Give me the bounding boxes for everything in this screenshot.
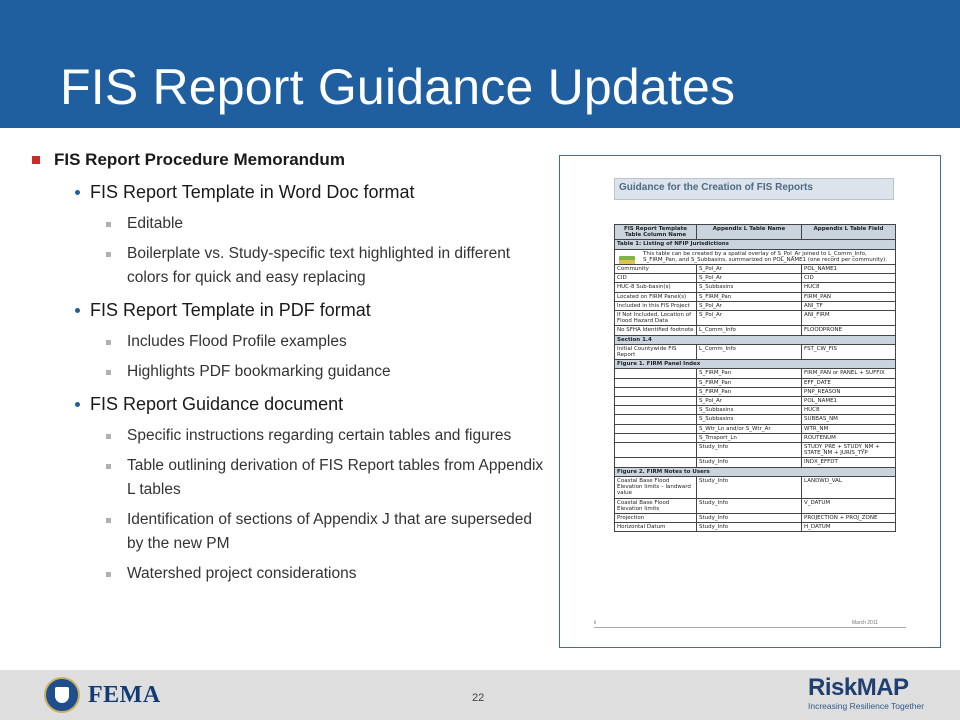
doc-footer-rule — [594, 627, 906, 628]
bullet-level3-text: Table outlining derivation of FIS Report tables from Appendix L tables — [127, 457, 544, 498]
doc-footer-page: ii — [594, 620, 597, 626]
table-cell: Study_Info — [697, 513, 802, 522]
bullet-list — [30, 148, 545, 592]
table-cell: HUC-8 Sub-basin(s) — [615, 283, 697, 292]
table-section-title: Figure 1. FIRM Panel Index — [615, 360, 896, 369]
table-row — [615, 301, 896, 310]
bullet-level3 — [30, 454, 545, 502]
table-cell — [615, 433, 697, 442]
table-cell: CID — [802, 274, 896, 283]
bullet-level1-text: FIS Report Procedure Memorandum — [54, 150, 345, 169]
riskmap-logo-text — [808, 676, 928, 700]
table-cell: S_Subbasins — [697, 406, 802, 415]
table-cell: S_FIRM_Pan — [697, 292, 802, 301]
bullet-level3 — [30, 330, 545, 354]
table-note-cell — [615, 249, 896, 264]
table-cell: FIRM_PAN — [802, 292, 896, 301]
table-row — [615, 292, 896, 301]
table-cell — [615, 415, 697, 424]
bullet-level2 — [30, 392, 545, 416]
table-cell: Included in this FIS Project — [615, 301, 697, 310]
page-number: 22 — [472, 692, 485, 704]
table-section-title: Section 1.4 — [615, 335, 896, 344]
dot-bullet-icon — [75, 308, 80, 313]
slide-title: FIS Report Guidance Updates — [60, 59, 736, 115]
table-cell: S_Subbasins — [697, 415, 802, 424]
table-header-cell: FIS Report Template Table Column Name — [615, 225, 697, 240]
table-section-row — [615, 240, 896, 249]
table-cell: FLOODPRONE — [802, 326, 896, 335]
bullet-level2-text: FIS Report Template in PDF format — [90, 300, 371, 320]
table-cell — [615, 397, 697, 406]
table-cell: POL_NAME1 — [802, 397, 896, 406]
table-cell: SUBBAS_NM — [802, 415, 896, 424]
table-cell: FST_CW_FIS — [802, 344, 896, 359]
table-cell: S_Pol_Ar — [697, 265, 802, 274]
table-row — [615, 523, 896, 532]
table-cell: No SFHA Identified footnote — [615, 326, 697, 335]
table-header-cell: Appendix L Table Name — [697, 225, 802, 240]
table-cell: S_Pol_Ar — [697, 301, 802, 310]
table-cell: WTR_NM — [802, 424, 896, 433]
table-cell: Located on FIRM Panel(s) — [615, 292, 697, 301]
table-row — [615, 397, 896, 406]
table-cell: Initial Countywide FIS Report — [615, 344, 697, 359]
bullet-level2-text: FIS Report Guidance document — [90, 394, 344, 414]
table-cell: If Not Included, Location of Flood Hazard Data — [615, 311, 697, 326]
table-cell: V_DATUM — [802, 498, 896, 513]
table-cell: Coastal Base Flood Elevation limits – landward value — [615, 476, 697, 498]
doc-preview-header: Guidance for the Creation of FIS Reports — [614, 178, 894, 200]
bullet-level3-text: Identification of sections of Appendix J that are superseded by the new PM — [127, 511, 532, 552]
table-row — [615, 476, 896, 498]
square-bullet-icon — [106, 340, 111, 345]
table-cell: Horizontal Datum — [615, 523, 697, 532]
fema-logo-text: FEMA — [88, 681, 161, 708]
table-row — [615, 443, 896, 458]
table-cell: ANI_TF — [802, 301, 896, 310]
table-header-row — [615, 225, 896, 240]
dhs-seal-icon — [44, 677, 80, 713]
bullet-level2 — [30, 180, 545, 204]
table-row — [615, 406, 896, 415]
table-cell — [615, 458, 697, 467]
table-cell: POL_NAME1 — [802, 265, 896, 274]
table-cell: ROUTENUM — [802, 433, 896, 442]
table-row — [615, 513, 896, 522]
table-cell: S_Pol_Ar — [697, 274, 802, 283]
table-row — [615, 265, 896, 274]
table-cell: S_Wtr_Ln and/or S_Wtr_Ar — [697, 424, 802, 433]
bullet-level3 — [30, 562, 545, 586]
riskmap-map-text: MAP — [856, 674, 909, 701]
table-cell — [615, 406, 697, 415]
bullet-level3-text: Boilerplate vs. Study-specific text highlighted in different colors for quick and easy replacing — [127, 245, 511, 286]
table-row — [615, 369, 896, 378]
table-cell: S_Pol_Ar — [697, 311, 802, 326]
table-row — [615, 311, 896, 326]
table-row — [615, 378, 896, 387]
table-header-cell: Appendix L Table Field — [802, 225, 896, 240]
table-cell: H_DATUM — [802, 523, 896, 532]
square-bullet-icon — [106, 434, 111, 439]
table-cell: PROJECTION + PROJ_ZONE — [802, 513, 896, 522]
riskmap-risk-text: Risk — [808, 674, 857, 701]
table-cell — [615, 378, 697, 387]
table-cell — [615, 387, 697, 396]
map-layers-icon — [619, 256, 635, 265]
bullet-level3 — [30, 508, 545, 556]
riskmap-logo — [808, 676, 928, 711]
table-cell: S_Pol_Ar — [697, 397, 802, 406]
table-cell — [615, 369, 697, 378]
table-cell: Projection — [615, 513, 697, 522]
bullet-level3 — [30, 424, 545, 448]
table-section-row — [615, 335, 896, 344]
table-cell: L_Comm_Info — [697, 344, 802, 359]
table-cell: Study_Info — [697, 523, 802, 532]
square-bullet-icon — [106, 370, 111, 375]
bullet-level3-text: Highlights PDF bookmarking guidance — [127, 363, 391, 380]
table-section-title: Table 1: Listing of NFIP Jurisdictions — [615, 240, 896, 249]
table-cell: Community — [615, 265, 697, 274]
document-preview — [559, 155, 941, 648]
table-row — [615, 458, 896, 467]
table-cell: S_Trnsport_Ln — [697, 433, 802, 442]
table-cell: S_FIRM_Pan — [697, 387, 802, 396]
table-note-text: This table can be created by a spatial overlay of S_Pol_Ar joined to L_Comm_Info, S_FIRM_Pan, and S_Subbasins, summarized on POL_NAME1 (one record per community). — [643, 250, 888, 263]
bullet-level2-text: FIS Report Template in Word Doc format — [90, 182, 415, 202]
table-row — [615, 433, 896, 442]
fema-logo — [44, 676, 161, 714]
table-cell: Study_Info — [697, 476, 802, 498]
table-cell: LANDWD_VAL — [802, 476, 896, 498]
table-cell: HUC8 — [802, 406, 896, 415]
table-cell: Study_Info — [697, 498, 802, 513]
bullet-level1 — [30, 148, 545, 172]
table-cell: STUDY_PRE + STUDY_NM + STATE_NM + JURIS_TYP — [802, 443, 896, 458]
table-row — [615, 415, 896, 424]
table-note-row — [615, 249, 896, 264]
square-bullet-icon — [32, 156, 40, 164]
table-cell: Coastal Base Flood Elevation limits — [615, 498, 697, 513]
table-cell — [615, 424, 697, 433]
table-cell: FIRM_PAN or PANEL + SUFFIX — [802, 369, 896, 378]
table-cell: S_Subbasins — [697, 283, 802, 292]
bullet-level3-text: Specific instructions regarding certain tables and figures — [127, 427, 512, 444]
bullet-level3 — [30, 212, 545, 236]
table-row — [615, 387, 896, 396]
table-row — [615, 274, 896, 283]
table-cell — [615, 443, 697, 458]
table-cell: ANI_FIRM — [802, 311, 896, 326]
table-section-row — [615, 360, 896, 369]
table-row — [615, 498, 896, 513]
doc-footer-date: March 2011 — [852, 620, 879, 626]
square-bullet-icon — [106, 572, 111, 577]
bullet-level3 — [30, 242, 545, 290]
table-section-row — [615, 467, 896, 476]
table-row — [615, 283, 896, 292]
table-section-title: Figure 2. FIRM Notes to Users — [615, 467, 896, 476]
table-row — [615, 424, 896, 433]
table-row — [615, 344, 896, 359]
table-cell: EFF_DATE — [802, 378, 896, 387]
table-cell: S_FIRM_Pan — [697, 378, 802, 387]
square-bullet-icon — [106, 518, 111, 523]
table-cell: INDX_EFFDT — [802, 458, 896, 467]
square-bullet-icon — [106, 222, 111, 227]
dot-bullet-icon — [75, 402, 80, 407]
bullet-level2 — [30, 298, 545, 322]
table-cell: PNP_REASON — [802, 387, 896, 396]
table-cell: S_FIRM_Pan — [697, 369, 802, 378]
table-cell: Study_Info — [697, 458, 802, 467]
square-bullet-icon — [106, 252, 111, 257]
bullet-level3-text: Includes Flood Profile examples — [127, 333, 347, 350]
table-cell: CID — [615, 274, 697, 283]
bullet-level3-text: Watershed project considerations — [127, 565, 357, 582]
bullet-level3-text: Editable — [127, 215, 184, 232]
table-cell: L_Comm_Info — [697, 326, 802, 335]
riskmap-tagline: Increasing Resilience Together — [808, 701, 925, 711]
table-row — [615, 326, 896, 335]
bullet-level3 — [30, 360, 545, 384]
table-cell: Study_Info — [697, 443, 802, 458]
square-bullet-icon — [106, 464, 111, 469]
guidance-table — [614, 224, 896, 532]
dot-bullet-icon — [75, 190, 80, 195]
table-cell: HUC8 — [802, 283, 896, 292]
